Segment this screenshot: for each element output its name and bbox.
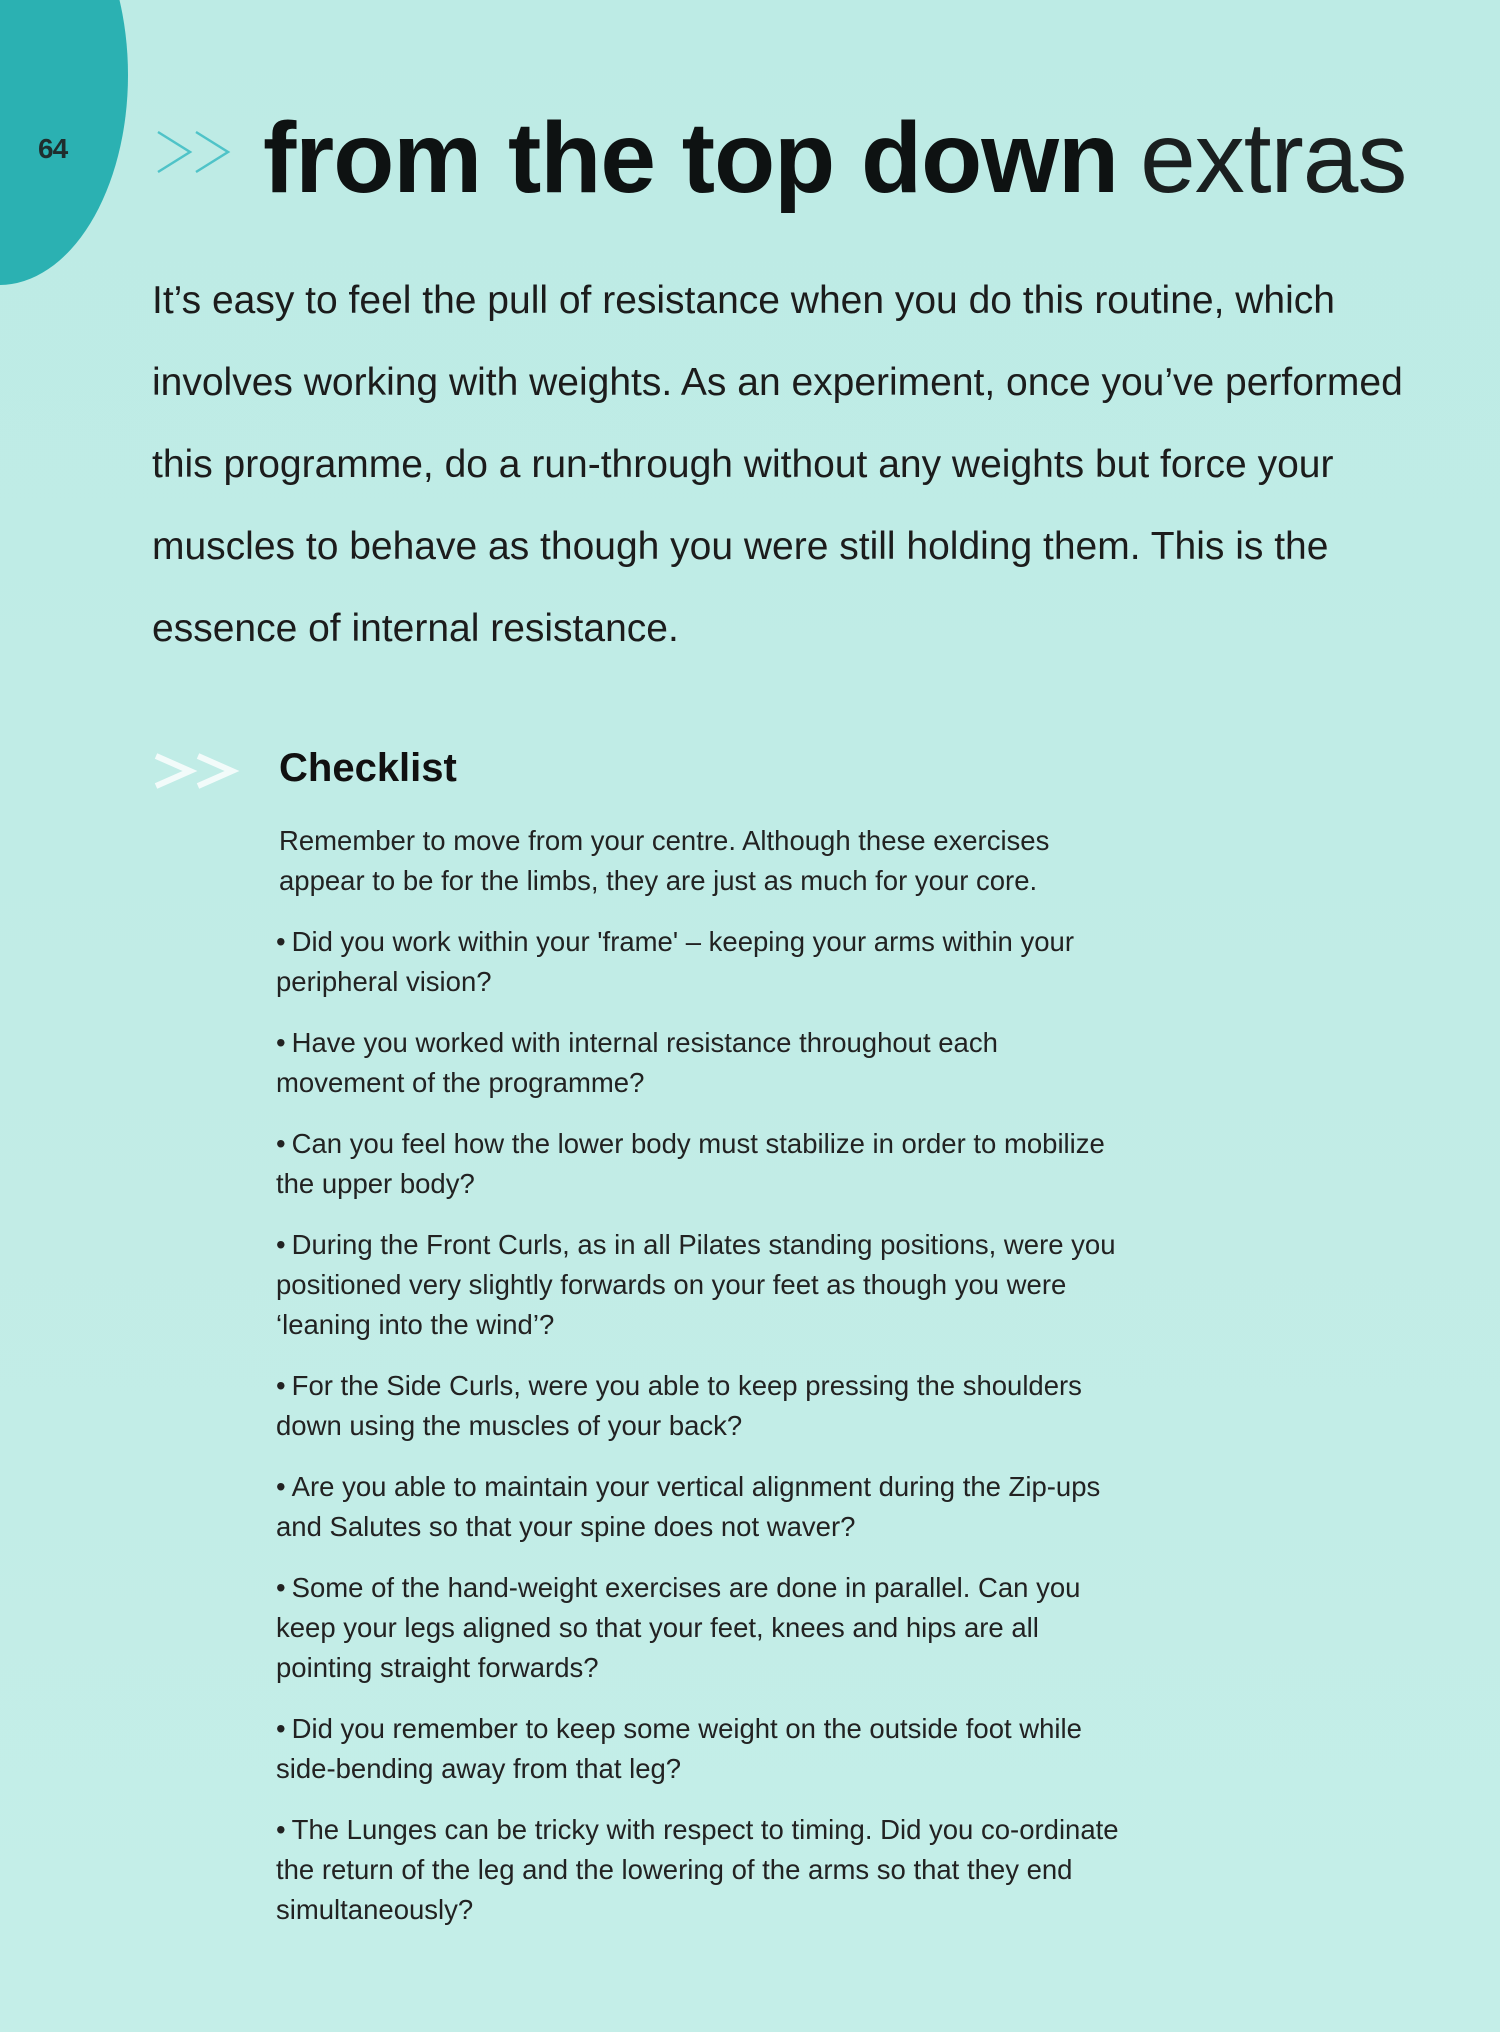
checklist-item-text: Did you work within your 'frame' – keeping your arms within your peripheral vision? — [276, 926, 1074, 997]
bullet-icon: • — [276, 1471, 286, 1502]
checklist-list — [276, 922, 1126, 1951]
page-title-light: extras — [1140, 102, 1407, 214]
checklist-item — [276, 1124, 1126, 1204]
page-title — [263, 98, 1406, 218]
checklist-item-text: Are you able to maintain your vertical alignment during the Zip-ups and Salutes so that your spine does not waver? — [276, 1471, 1101, 1542]
checklist-item — [276, 1225, 1126, 1345]
checklist-item-text: The Lunges can be tricky with respect to timing. Did you co-ordinate the return of the leg and the lowering of the arms so that they end simultaneously? — [276, 1814, 1119, 1925]
checklist-item — [276, 1568, 1126, 1688]
bullet-icon: • — [276, 1370, 286, 1401]
checklist-item-text: Can you feel how the lower body must stabilize in order to mobilize the upper body? — [276, 1128, 1105, 1199]
double-chevron-right-icon — [154, 122, 244, 182]
bullet-icon: • — [276, 926, 286, 957]
checklist-item-text: Have you worked with internal resistance throughout each movement of the programme? — [276, 1027, 998, 1098]
checklist-item — [276, 922, 1126, 1002]
checklist-item-text: For the Side Curls, were you able to keep pressing the shoulders down using the muscles of your back? — [276, 1370, 1082, 1441]
checklist-item-text: Did you remember to keep some weight on the outside foot while side-bending away from that leg? — [276, 1713, 1082, 1784]
double-chevron-right-icon — [152, 750, 244, 792]
checklist-intro: Remember to move from your centre. Although these exercises appear to be for the limbs, they are just as much for your core. — [279, 825, 1050, 896]
bullet-icon: • — [276, 1027, 286, 1058]
bullet-icon: • — [276, 1128, 286, 1159]
checklist-item-text: Some of the hand-weight exercises are done in parallel. Can you keep your legs aligned so that your feet, knees and hips are all pointing straight forwards? — [276, 1572, 1081, 1683]
bullet-icon: • — [276, 1713, 286, 1744]
bullet-icon: • — [276, 1814, 286, 1845]
checklist-item — [276, 1810, 1126, 1930]
checklist-heading: Checklist — [279, 746, 457, 790]
page-title-bold: from the top down — [263, 102, 1119, 214]
page-number: 64 — [38, 133, 68, 164]
bullet-icon: • — [276, 1229, 286, 1260]
checklist-item — [276, 1023, 1126, 1103]
bullet-icon: • — [276, 1572, 286, 1603]
intro-paragraph: It’s easy to feel the pull of resistance when you do this routine, which involves working with weights. As an experiment, once you’ve performed this programme, do a run-through without any weights but force your muscles to behave as though you were still holding them. This is the essence of internal resistance. — [152, 279, 1403, 650]
checklist-item-text: During the Front Curls, as in all Pilates standing positions, were you positioned very slightly forwards on your feet as though you were ‘leaning into the wind’? — [276, 1229, 1116, 1340]
checklist-item — [276, 1709, 1126, 1789]
checklist-item — [276, 1467, 1126, 1547]
checklist-item — [276, 1366, 1126, 1446]
